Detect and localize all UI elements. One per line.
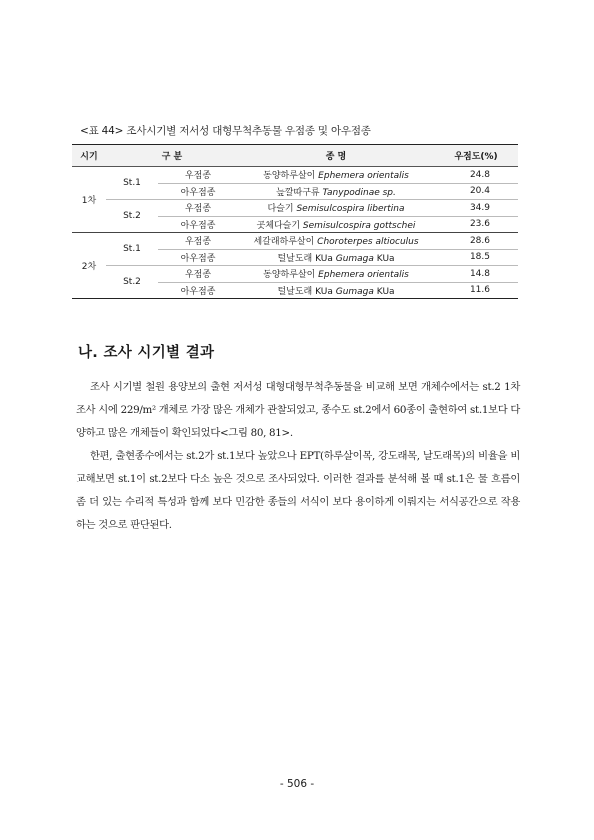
- table-caption: <표 44> 조사시기별 저서성 대형무척추동물 우점종 및 아우점종: [80, 125, 371, 137]
- type-cell: 우점종: [158, 167, 238, 184]
- paragraph: 한편, 출현종수에서는 st.2가 st.1보다 높았으나 EPT(하루살이목, 강도래목, 날도래목)의 비율을 비교해보면 st.1이 st.2보다 다소 높은 것으로 조사되었다. 이러한 결과를 분석해 볼 때 st.1은 물 흐름이 좀 더 있는 수리적 특성과 함께 보다 민감한 종들의 서식이 보다 용이하게 이뤄지는 서식공간으로 작용하는 것으로 판단된다.: [76, 450, 520, 531]
- species-cell: [238, 249, 434, 266]
- species-cell: [238, 216, 434, 233]
- period-cell: 1차: [72, 167, 106, 233]
- paragraph: 조사 시기별 철원 용양보의 출현 저서성 대형대형무척추동물을 비교해 보면 개체수에서는 st.2 1차 조사 시에 229/m² 개체로 가장 많은 개체가 관찰되었고, 종수도 st.2에서 60종이 출현하여 st.1보다 다양하고 많은 개체들이 확인되었다<그림 80, 81>.: [76, 381, 520, 439]
- species-kr: 곳체다슬기: [256, 220, 301, 231]
- section-heading: 나. 조사 시기별 결과: [78, 345, 215, 361]
- header-category: 구 분: [106, 145, 238, 167]
- species-kr: 세갈래하루살이: [253, 237, 315, 248]
- species-cell: [238, 200, 434, 217]
- species-sci: Ephemera orientalis: [318, 270, 409, 281]
- species-cell: [238, 183, 434, 200]
- type-cell: 아우점종: [158, 282, 238, 299]
- species-extra: KUa: [376, 253, 395, 264]
- species-sci: Tanypodinae sp.: [322, 187, 396, 198]
- body-text: [76, 376, 520, 537]
- station-cell: St.2: [106, 200, 158, 233]
- species-cell: [238, 233, 434, 250]
- dominance-cell: 23.6: [434, 216, 518, 233]
- header-period: 시기: [72, 145, 106, 167]
- page-number: - 506 -: [279, 778, 315, 790]
- table-row: [72, 200, 518, 217]
- dominance-cell: 14.8: [434, 266, 518, 283]
- table-row: [72, 266, 518, 283]
- station-cell: St.1: [106, 233, 158, 266]
- species-sci: Semisulcospira libertina: [296, 204, 405, 215]
- dominance-cell: 20.4: [434, 183, 518, 200]
- species-kr: 동양하루살이: [263, 171, 316, 182]
- table-row: [72, 233, 518, 250]
- species-kr: 털날도래 KUa: [277, 286, 333, 297]
- species-sci: Semisulcospira gottschei: [302, 220, 416, 231]
- species-extra: KUa: [376, 286, 395, 297]
- type-cell: 우점종: [158, 200, 238, 217]
- species-kr: 털날도래 KUa: [277, 253, 333, 264]
- type-cell: 아우점종: [158, 216, 238, 233]
- table-row: [72, 167, 518, 184]
- station-cell: St.1: [106, 167, 158, 200]
- species-kr: 늪깔따구류: [276, 187, 320, 198]
- type-cell: 우점종: [158, 233, 238, 250]
- dominance-cell: 28.6: [434, 233, 518, 250]
- species-kr: 동양하루살이: [263, 270, 316, 281]
- species-cell: [238, 282, 434, 299]
- dominance-cell: 34.9: [434, 200, 518, 217]
- period-cell: 2차: [72, 233, 106, 299]
- table-header-row: [72, 145, 518, 167]
- header-dominance: 우점도(%): [434, 145, 518, 167]
- type-cell: 아우점종: [158, 249, 238, 266]
- header-species: 종 명: [238, 145, 434, 167]
- species-cell: [238, 266, 434, 283]
- species-sci: Ephemera orientalis: [318, 171, 409, 182]
- dominant-species-table: [72, 144, 518, 299]
- species-cell: [238, 167, 434, 184]
- type-cell: 아우점종: [158, 183, 238, 200]
- dominance-cell: 18.5: [434, 249, 518, 266]
- dominance-cell: 24.8: [434, 167, 518, 184]
- species-sci: Choroterpes altioculus: [317, 237, 419, 248]
- station-cell: St.2: [106, 266, 158, 299]
- species-sci: Gumaga: [335, 286, 374, 297]
- species-kr: 다슬기: [267, 204, 294, 215]
- species-sci: Gumaga: [335, 253, 374, 264]
- type-cell: 우점종: [158, 266, 238, 283]
- dominance-cell: 11.6: [434, 282, 518, 299]
